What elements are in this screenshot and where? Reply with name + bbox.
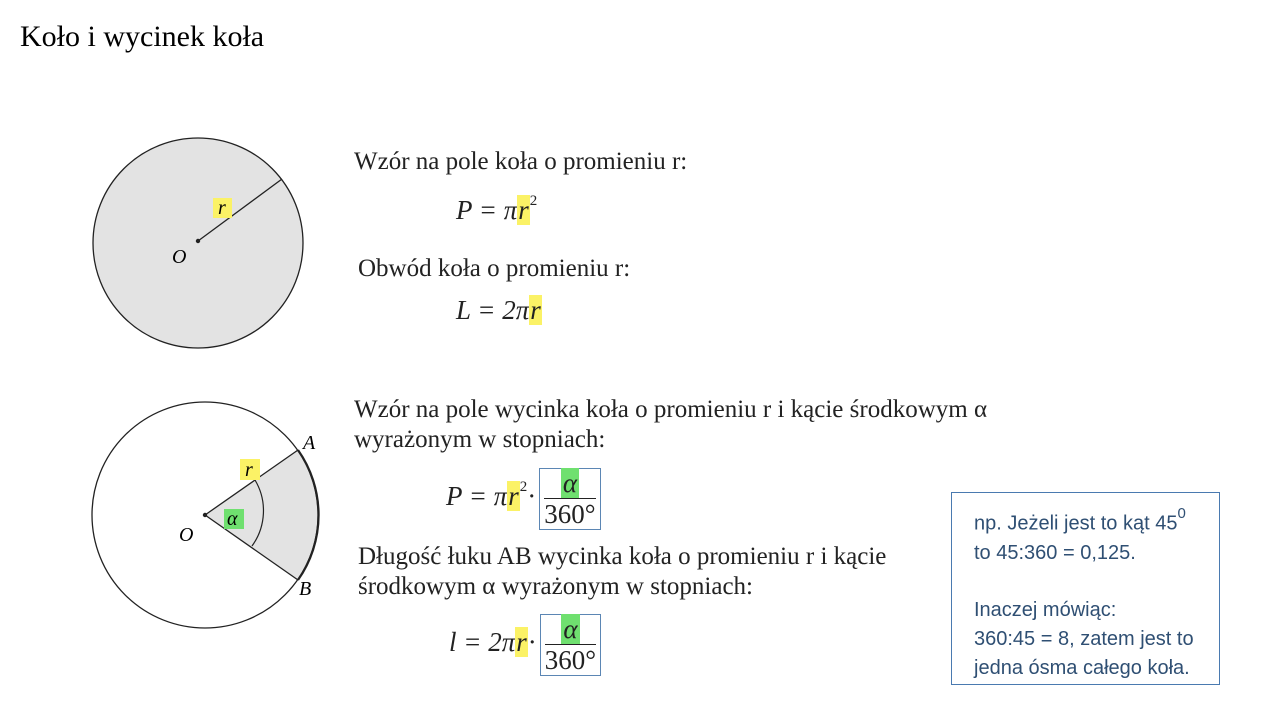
note-line-5: jedna ósma całego koła. [974, 656, 1190, 679]
sector-area-heading-2: wyrażonym w stopniach: [354, 426, 606, 453]
sector-area-r: r [508, 481, 519, 512]
circumference-heading: Obwód koła o promieniu r: [358, 255, 631, 282]
sector-center-point [203, 513, 207, 517]
arc-formula-den: 360° [544, 645, 597, 676]
sector-center-label: O [179, 524, 194, 546]
area-formula-exp: 2 [529, 193, 538, 209]
sector-shape [205, 450, 319, 580]
radius-label: r [218, 197, 226, 219]
circ-formula-lhs: L = 2π [456, 295, 530, 325]
note-line-1: np. Jeżeli jest to kąt $45^0$ [974, 505, 1186, 535]
arc-formula-num: α [563, 614, 578, 644]
arc-heading-2: środkowym α wyrażonym w stopniach: [358, 573, 753, 600]
center-label: O [172, 246, 187, 268]
arc-formula-r: r [516, 627, 527, 658]
point-b-label: B [299, 578, 312, 600]
arc-formula-fraction [540, 614, 601, 676]
sector-area-num: α [562, 468, 578, 498]
area-formula-lhs: P = π [456, 195, 518, 225]
sector-diagram [85, 395, 325, 635]
center-point [196, 239, 200, 243]
arc-heading-1: Długość łuku AB wycinka koła o promieniu r i kącie [358, 543, 887, 570]
arc-formula-lhs: l = 2π [449, 627, 516, 658]
page-title: Koło i wycinek koła [20, 20, 265, 53]
note-line-4: 360:45 = 8, zatem jest to [974, 627, 1194, 650]
area-heading: Wzór na pole koła o promieniu r: [354, 148, 688, 175]
sector-radius-label: r [245, 459, 253, 481]
arc-formula-dot: · [527, 627, 537, 658]
sector-area-heading-1: Wzór na pole wycinka koła o promieniu r i kącie środkowym α [354, 396, 988, 423]
sector-area-formula [446, 468, 601, 530]
sector-area-dot: · [527, 481, 537, 512]
circ-formula-r: r [530, 295, 541, 325]
area-formula [456, 195, 537, 226]
note-line-2: to 45:360 = 0,125. [974, 541, 1136, 564]
alpha-label: α [227, 508, 238, 530]
sector-area-fraction [539, 468, 600, 530]
note-line-3: Inaczej mówiąc: [974, 598, 1117, 621]
sector-area-den: 360° [544, 499, 596, 530]
sector-area-lhs: P = π [446, 481, 508, 512]
circumference-formula [456, 295, 542, 326]
sector-area-exp: 2 [519, 479, 528, 496]
arc-formula [449, 614, 601, 676]
note-degree-sup: 0 [1177, 505, 1186, 522]
example-note-box [951, 492, 1220, 685]
circle-diagram [85, 130, 315, 360]
area-formula-r: r [518, 195, 529, 225]
point-a-label: A [303, 432, 316, 454]
